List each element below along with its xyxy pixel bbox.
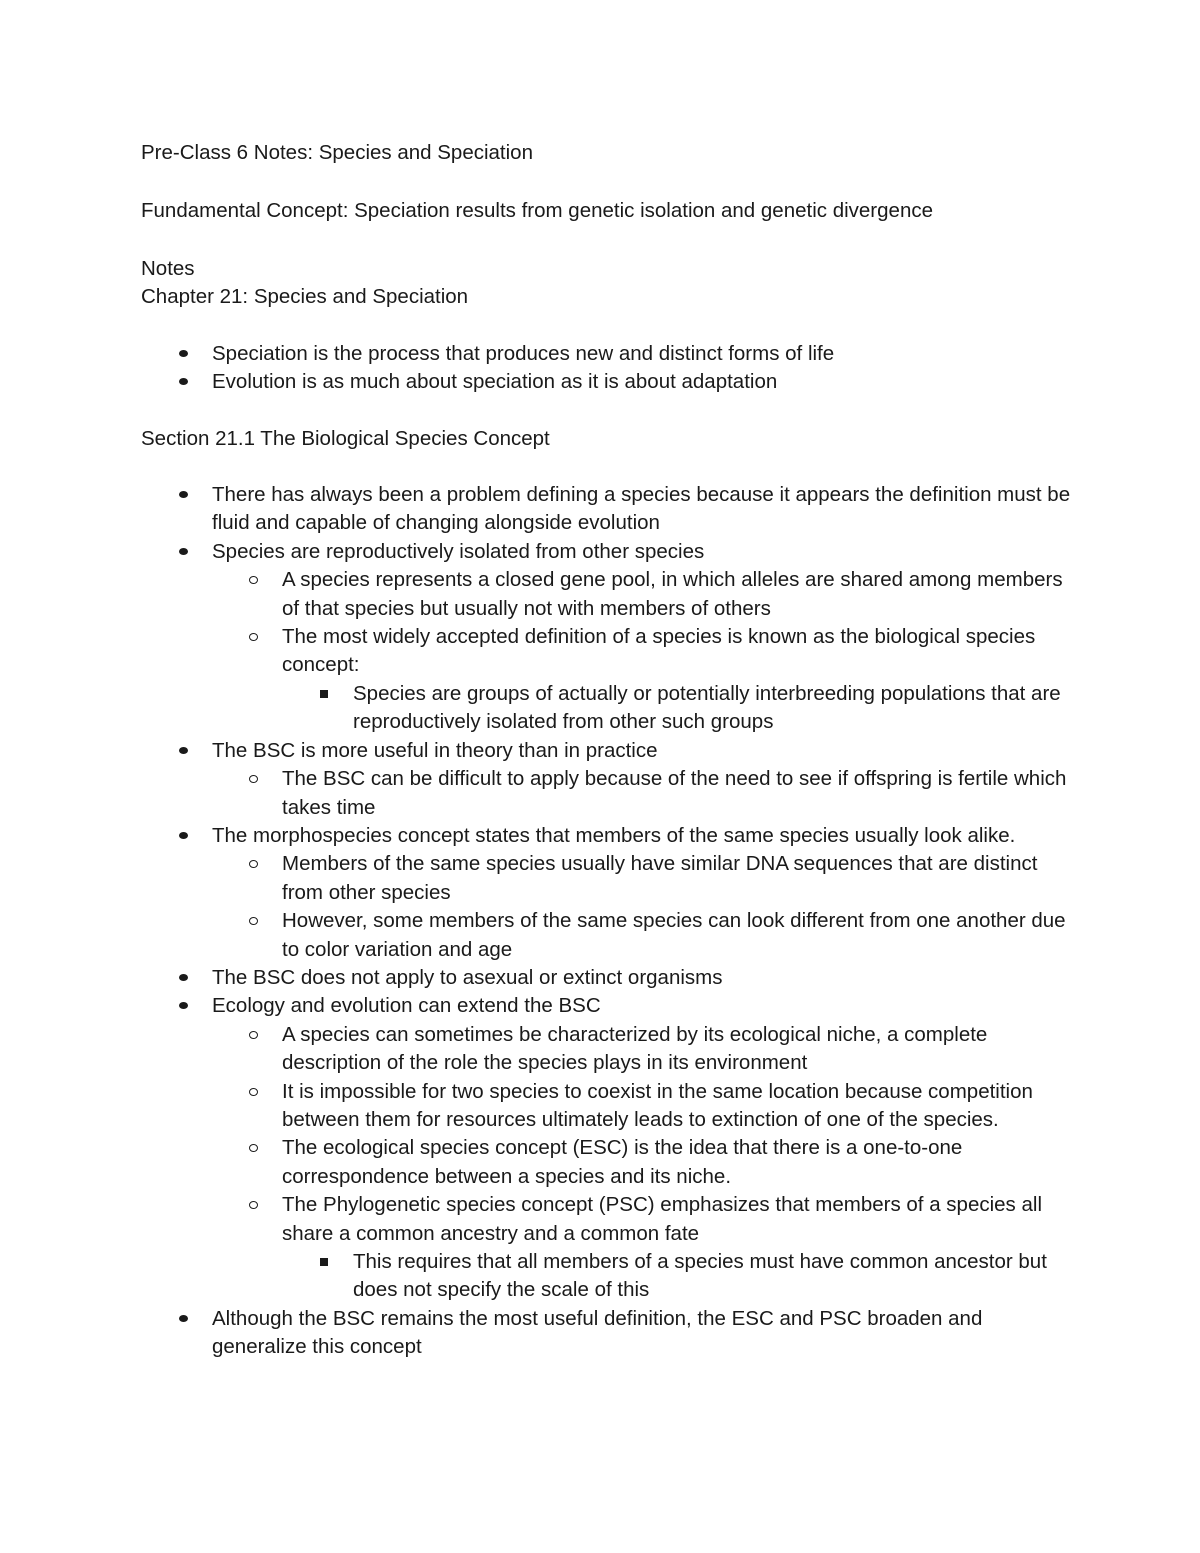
list-item-text: Species are groups of actually or potentially interbreeding populations that are reproductively isolated from other such groups <box>353 681 1061 734</box>
chapter-bullet-list <box>141 340 1071 397</box>
bullet-icon <box>179 747 188 754</box>
list-item-text: The BSC is more useful in theory than in practice <box>212 738 658 762</box>
bullet-icon <box>179 974 188 981</box>
list-item-text: A species can sometimes be characterized by its ecological niche, a complete description of the role the species plays in its environment <box>282 1022 988 1075</box>
list-item <box>141 340 1071 368</box>
list-item <box>141 964 1071 992</box>
hollow-bullet-icon <box>249 1201 258 1209</box>
hollow-bullet-icon <box>249 775 258 783</box>
hollow-bullet-icon <box>249 1144 258 1152</box>
list-item-text: The Phylogenetic species concept (PSC) emphasizes that members of a species all share a common ancestry and a common fate <box>282 1193 1043 1245</box>
list-item-text: The BSC does not apply to asexual or extinct organisms <box>212 965 723 989</box>
document-title: Pre-Class 6 Notes: Species and Speciation <box>141 141 533 164</box>
bullet-icon <box>179 548 188 555</box>
list-item-text: It is impossible for two species to coexist in the same location because competition between them for resources ultimately leads to extinction of one of the species. <box>282 1079 1033 1131</box>
hollow-bullet-icon <box>249 576 258 584</box>
list-item <box>141 680 1071 737</box>
list-item <box>141 1305 1071 1362</box>
list-item <box>141 1191 1071 1248</box>
bullet-icon <box>179 1315 188 1322</box>
square-bullet-icon <box>320 1258 328 1266</box>
list-item-text: The most widely accepted definition of a species is known as the biological species concept: <box>282 625 1036 677</box>
list-item <box>141 822 1071 850</box>
section-heading: Section 21.1 The Biological Species Concept <box>141 426 550 450</box>
list-item-text: However, some members of the same species can look different from one another due to color variation and age <box>282 909 1066 961</box>
document-page <box>141 139 1071 1362</box>
list-item <box>141 850 1071 907</box>
list-item-text: The ecological species concept (ESC) is the idea that there is a one-to-one correspondence between a species and its niche. <box>282 1136 963 1188</box>
hollow-bullet-icon <box>249 860 258 868</box>
bullet-icon <box>179 1002 188 1009</box>
list-item <box>141 737 1071 765</box>
list-item <box>141 1248 1071 1305</box>
list-item-text: Although the BSC remains the most useful definition, the ESC and PSC broaden and generalize this concept <box>212 1306 983 1359</box>
list-item <box>141 992 1071 1020</box>
list-item-text: Speciation is the process that produces new and distinct forms of life <box>212 341 835 365</box>
bullet-icon <box>179 491 188 498</box>
list-item-text: Ecology and evolution can extend the BSC <box>212 994 601 1018</box>
hollow-bullet-icon <box>249 917 258 925</box>
list-item-text: Members of the same species usually have similar DNA sequences that are distinct from other species <box>282 852 1038 904</box>
list-item <box>141 566 1071 623</box>
fundamental-concept: Fundamental Concept: Speciation results from genetic isolation and genetic divergence <box>141 199 933 222</box>
list-item-text: The BSC can be difficult to apply because of the need to see if offspring is fertile which takes time <box>282 767 1067 819</box>
hollow-bullet-icon <box>249 633 258 641</box>
hollow-bullet-icon <box>249 1031 258 1039</box>
list-item <box>141 765 1071 822</box>
section-bullet-list <box>141 481 1071 1362</box>
list-item <box>141 623 1071 680</box>
list-item <box>141 538 1071 566</box>
bullet-icon <box>179 350 188 357</box>
list-item <box>141 481 1071 538</box>
list-item-text: There has always been a problem defining a species because it appears the definition must be fluid and capable of changing alongside evolution <box>212 483 1071 535</box>
list-item <box>141 1021 1071 1078</box>
list-item <box>141 1134 1071 1191</box>
square-bullet-icon <box>320 690 328 698</box>
list-item <box>141 907 1071 964</box>
list-item <box>141 1078 1071 1135</box>
notes-label: Notes <box>141 257 195 280</box>
hollow-bullet-icon <box>249 1088 258 1096</box>
list-item-text: This requires that all members of a species must have common ancestor but does not specify the scale of this <box>353 1250 1047 1302</box>
list-item <box>141 368 1071 396</box>
bullet-icon <box>179 832 188 839</box>
chapter-heading: Chapter 21: Species and Speciation <box>141 285 469 309</box>
list-item-text: Species are reproductively isolated from other species <box>212 539 705 563</box>
bullet-icon <box>179 378 188 385</box>
list-item-text: The morphospecies concept states that members of the same species usually look alike. <box>212 823 1016 847</box>
list-item-text: Evolution is as much about speciation as it is about adaptation <box>212 370 778 394</box>
list-item-text: A species represents a closed gene pool, in which alleles are shared among members of that species but usually not with members of others <box>282 568 1063 620</box>
